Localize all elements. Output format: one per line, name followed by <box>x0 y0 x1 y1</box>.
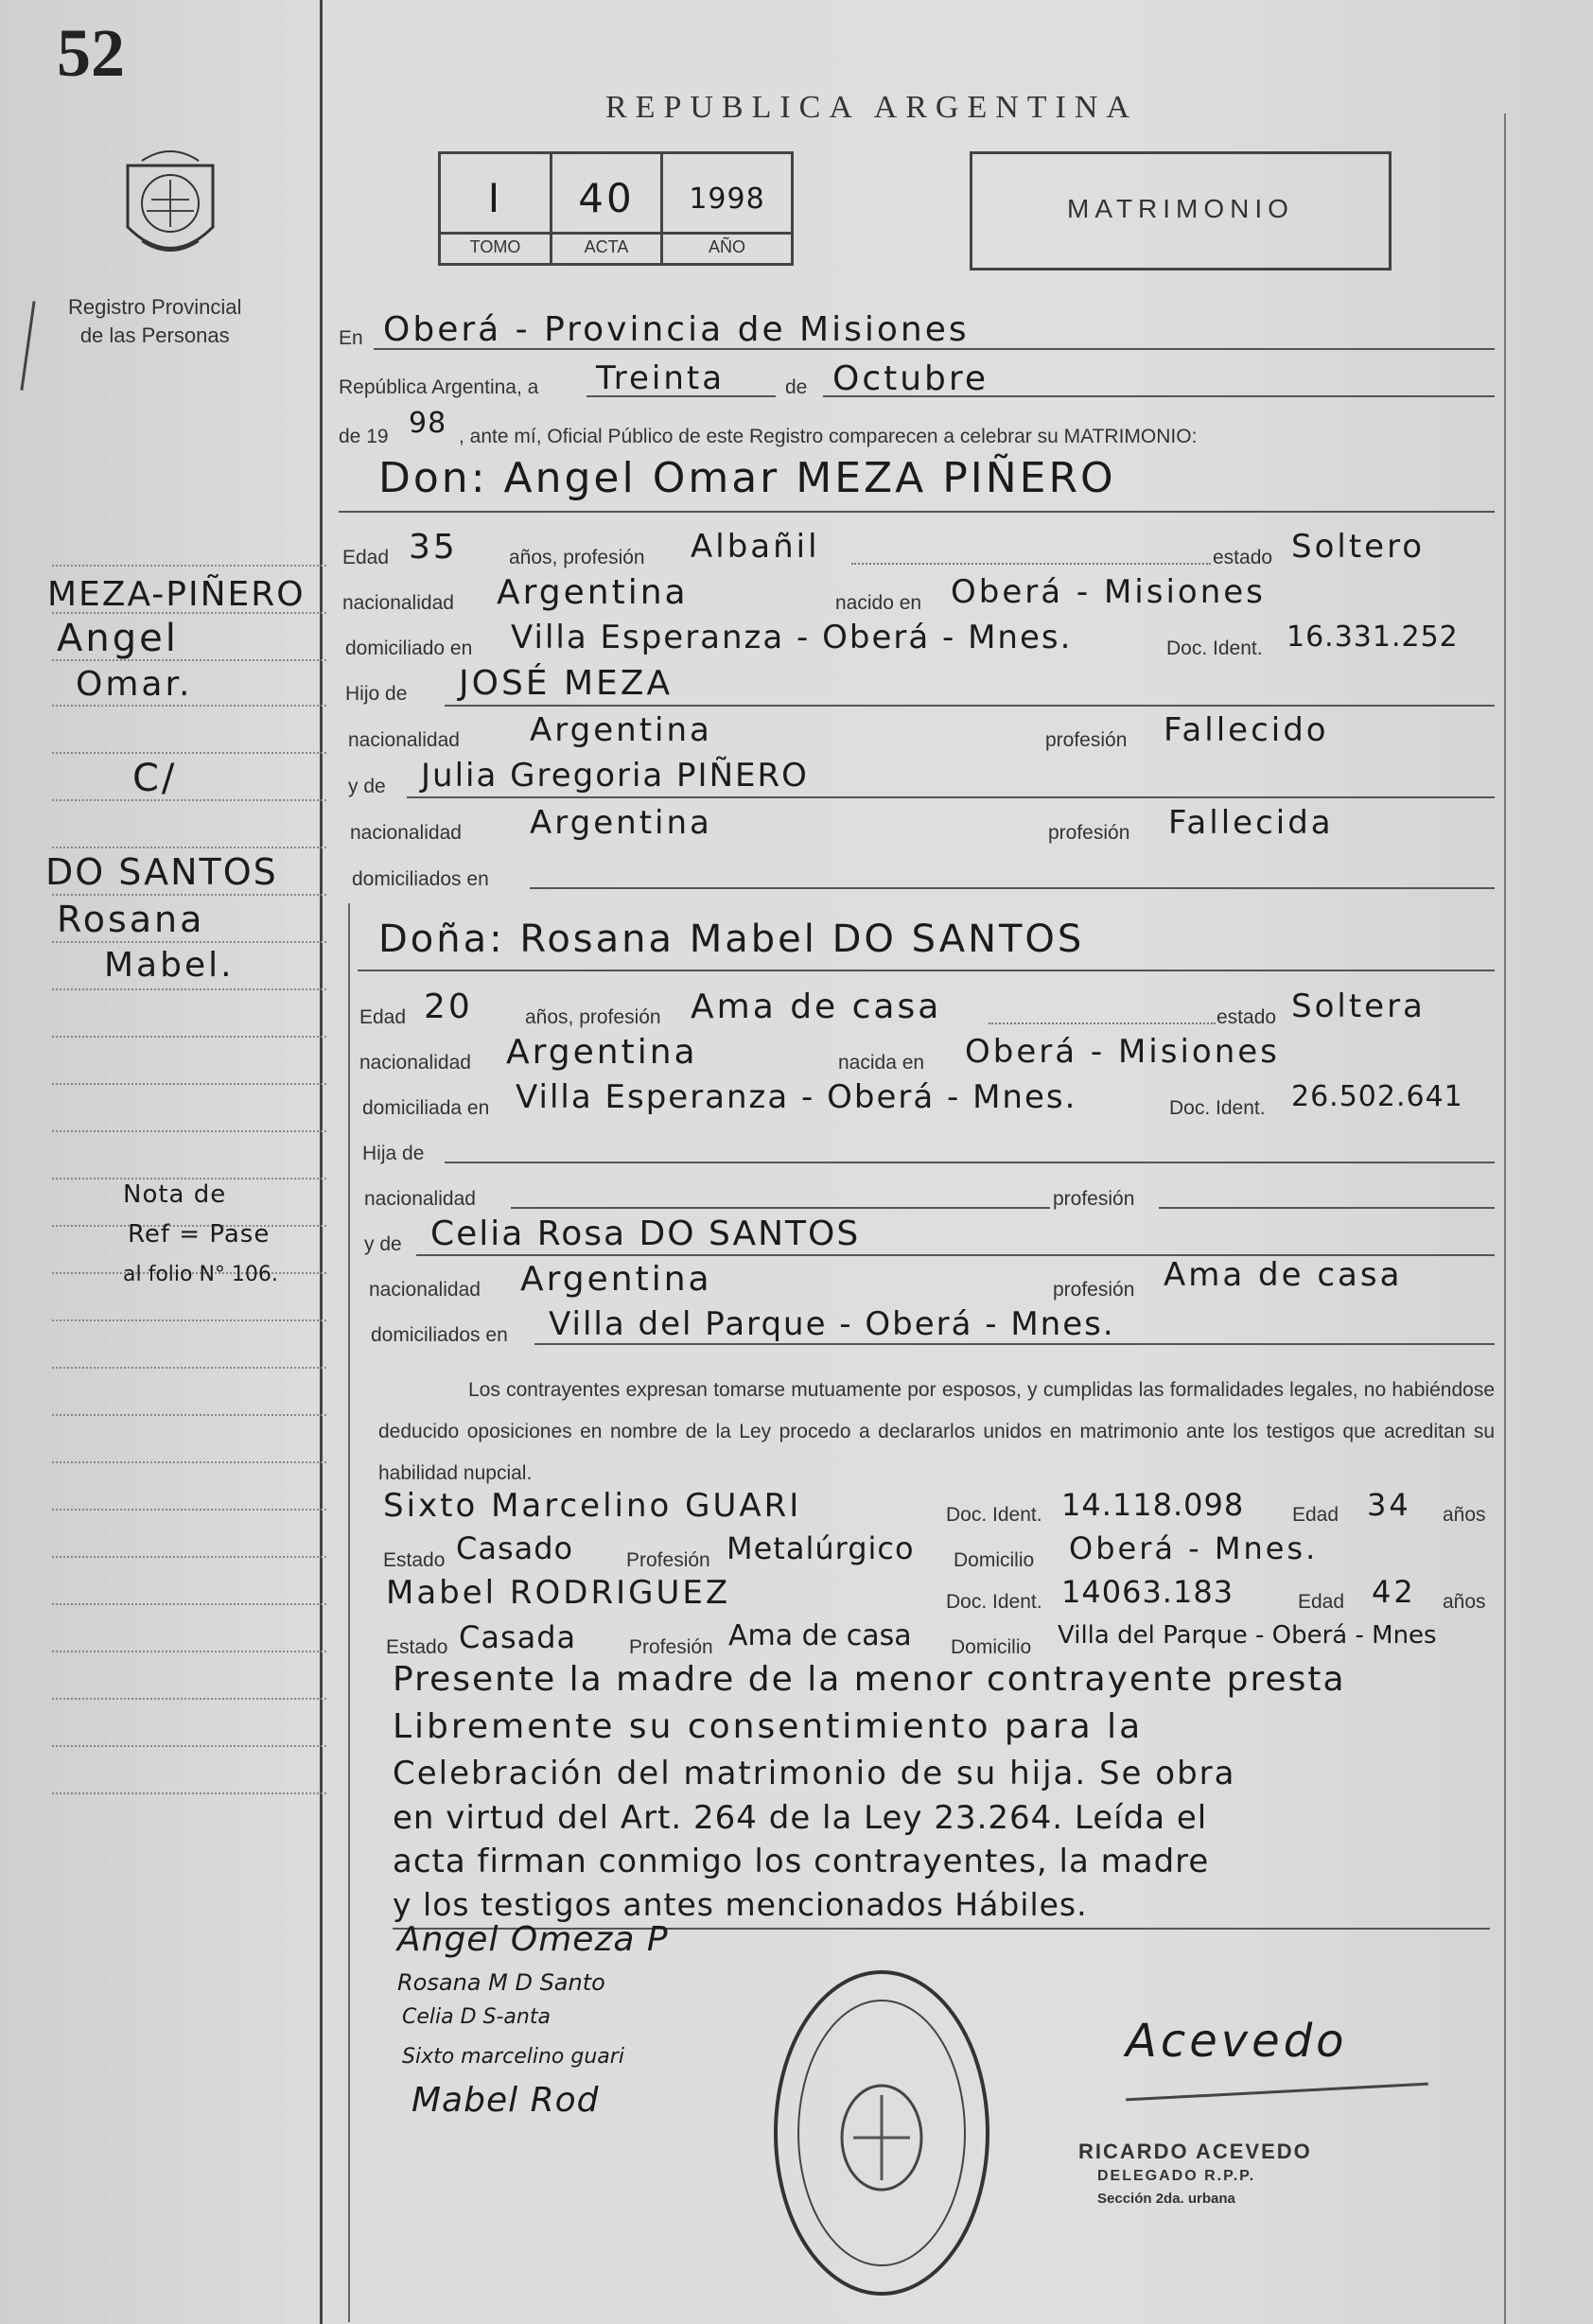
margin-stroke <box>20 301 35 390</box>
bride-parents-domicile: Villa del Parque - Oberá - Mnes. <box>549 1305 1115 1343</box>
margin-nota-1: Nota de <box>123 1180 227 1209</box>
signature-bride: Rosana M D Santo <box>397 1969 605 1996</box>
margin-rule <box>52 1414 326 1416</box>
bride-mother: Celia Rosa DO SANTOS <box>430 1214 861 1253</box>
groom-father-nac-label: nacionalidad <box>348 729 460 751</box>
groom-mother-prof-label: profesión <box>1048 822 1130 844</box>
bride-mother-nac-label: nacionalidad <box>369 1279 481 1301</box>
signature-mother: Celia D S-anta <box>402 2005 551 2029</box>
margin-rule <box>52 847 326 848</box>
officer-section: Sección 2da. urbana <box>1097 2191 1235 2207</box>
margin-rule <box>52 612 326 614</box>
registry-label: Registro Provincial de las Personas <box>68 295 242 347</box>
margin-bride-first: Rosana <box>57 899 205 940</box>
groom-name-line <box>339 511 1495 513</box>
intro-de-label: de <box>785 376 808 398</box>
margin-rule <box>52 894 326 896</box>
witness1-prof-label: Profesión <box>626 1549 710 1571</box>
field-line <box>407 796 1495 798</box>
field-line <box>511 1207 1050 1209</box>
officer-signature-stroke <box>1126 2083 1428 2102</box>
right-rule <box>1504 114 1506 2324</box>
witness2-estado-label: Estado <box>386 1636 448 1658</box>
acta-value: 40 <box>578 175 635 221</box>
margin-rule <box>52 1509 326 1511</box>
bride-estado: Soltera <box>1291 987 1426 1025</box>
groom-estado-label: estado <box>1213 547 1273 568</box>
witness2-estado: Casada <box>459 1619 577 1655</box>
bride-anos-prof-label: años, profesión <box>525 1006 661 1028</box>
bride-father-nac-label: nacionalidad <box>364 1188 476 1210</box>
witness2-name: Mabel RODRIGUEZ <box>386 1574 731 1612</box>
folio-number: 52 <box>57 15 125 91</box>
tomo-value: I <box>487 175 503 221</box>
groom-father-nationality: Argentina <box>530 711 712 749</box>
field-line <box>1159 1207 1495 1209</box>
groom-domicile: Villa Esperanza - Oberá - Mnes. <box>511 619 1073 656</box>
groom-edad-label: Edad <box>342 547 390 568</box>
officer-name: RICARDO ACEVEDO <box>1078 2140 1312 2163</box>
margin-rule <box>52 1083 326 1085</box>
groom-domiciliados-label: domiciliados en <box>352 868 489 890</box>
intro-en-label: En <box>339 327 363 349</box>
field-line <box>445 705 1495 707</box>
note-line-1: Presente la madre de la menor contrayente presta <box>393 1660 1346 1699</box>
groom-father-profession: Fallecido <box>1164 711 1329 749</box>
officer-signature: Acevedo <box>1126 2015 1348 2068</box>
margin-rule <box>52 1792 326 1794</box>
bride-estado-label: estado <box>1217 1006 1277 1028</box>
bride-mother-nationality: Argentina <box>520 1260 712 1299</box>
bride-edad-label: Edad <box>359 1006 407 1028</box>
field-line <box>530 887 1495 889</box>
witness1-age: 34 <box>1367 1487 1411 1523</box>
doc-type-box <box>970 151 1392 271</box>
field-line <box>534 1343 1495 1345</box>
signature-witness2: Mabel Rod <box>411 2081 600 2120</box>
margin-rule <box>52 1367 326 1369</box>
groom-mother: Julia Gregoria PIÑERO <box>421 757 809 795</box>
note-line-6: y los testigos antes mencionados Hábiles. <box>393 1886 1088 1923</box>
tomo-label: TOMO <box>469 237 521 256</box>
intro-year-prefix: de 19 <box>339 426 389 447</box>
groom-nationality: Argentina <box>497 573 689 612</box>
bride-yde-label: y de <box>364 1233 402 1255</box>
groom-age: 35 <box>409 528 458 567</box>
groom-father: JOSÉ MEZA <box>459 664 674 703</box>
groom-mother-nac-label: nacionalidad <box>350 822 462 844</box>
groom-nacido-label: nacido en <box>835 592 922 614</box>
witness2-domicile: Villa del Parque - Oberá - Mnes <box>1058 1621 1437 1650</box>
margin-rule <box>52 941 326 943</box>
bride-mother-profession: Ama de casa <box>1164 1256 1403 1294</box>
prof-dots <box>989 1022 1216 1024</box>
margin-rule <box>52 705 326 707</box>
groom-nac-label: nacionalidad <box>342 592 454 614</box>
provincial-seal-icon <box>109 137 232 270</box>
bride-domiciliados-label: domiciliados en <box>371 1324 508 1346</box>
witness1-estado-label: Estado <box>383 1549 446 1571</box>
margin-groom-surname: MEZA-PIÑERO <box>47 575 306 614</box>
witness1-estado: Casado <box>456 1530 574 1566</box>
witness1-anos-label: años <box>1443 1504 1486 1526</box>
bride-nac-label: nacionalidad <box>359 1052 471 1074</box>
witness1-doc: 14.118.098 <box>1061 1487 1245 1523</box>
margin-rule <box>52 565 326 567</box>
groom-doc: 16.331.252 <box>1287 620 1459 654</box>
anio-value: 1998 <box>689 183 765 216</box>
groom-hijo-label: Hijo de <box>345 683 408 705</box>
field-line <box>445 1162 1495 1163</box>
note-line-2: Libremente su consentimiento para la <box>393 1707 1144 1746</box>
declaration-text: Los contrayentes expresan tomarse mutuamente por esposos, y cumplidas las formalidades legales, no habiéndose deducido oposiciones en nombre de la Ley procedo a declararlos unidos en matrimonio ante los testigos que acreditan su habilidad nupcial. <box>378 1379 1495 1484</box>
witness2-age: 42 <box>1372 1574 1416 1610</box>
column-rule-outer <box>320 0 323 2324</box>
groom-profession: Albañil <box>691 528 820 566</box>
bride-doc: 26.502.641 <box>1291 1080 1463 1113</box>
witness1-dom-label: Domicilio <box>954 1549 1035 1571</box>
witness2-anos-label: años <box>1443 1591 1486 1613</box>
bride-age: 20 <box>424 987 473 1026</box>
witness1-doc-label: Doc. Ident. <box>946 1504 1042 1526</box>
witness2-profession: Ama de casa <box>728 1619 912 1652</box>
column-rule-inner <box>348 903 350 2322</box>
groom-father-prof-label: profesión <box>1045 729 1128 751</box>
groom-estado: Soltero <box>1291 528 1426 566</box>
margin-rule <box>52 752 326 754</box>
margin-rule <box>52 1556 326 1558</box>
margin-groom-first: Angel <box>57 617 179 660</box>
groom-name: Don: Angel Omar MEZA PIÑERO <box>378 454 1116 502</box>
intro-year-suffix: 98 <box>409 407 447 440</box>
margin-rule <box>52 1178 326 1179</box>
groom-mother-nationality: Argentina <box>530 804 712 842</box>
bride-hija-label: Hija de <box>362 1143 425 1164</box>
intro-day: Treinta <box>596 359 726 397</box>
officer-title: DELEGADO R.P.P. <box>1097 2168 1256 2184</box>
margin-rule <box>52 659 326 661</box>
margin-nota-2: Ref = Pase <box>128 1220 271 1249</box>
margin-rule <box>52 1036 326 1038</box>
anio-label: AÑO <box>708 237 745 256</box>
margin-rule <box>52 799 326 801</box>
signature-groom: Angel Omeza P <box>397 1920 669 1959</box>
bride-dom-label: domiciliada en <box>362 1097 490 1119</box>
doc-type: MATRIMONIO <box>1067 194 1294 223</box>
intro-republica-label: República Argentina, a <box>339 376 539 398</box>
signature-witness1: Sixto marcelino guari <box>402 2045 624 2069</box>
witness1-name: Sixto Marcelino GUARI <box>383 1487 802 1525</box>
margin-rule <box>52 1461 326 1463</box>
groom-doc-label: Doc. Ident. <box>1166 638 1263 659</box>
bride-profession: Ama de casa <box>691 987 942 1026</box>
margin-rule <box>52 1745 326 1747</box>
groom-dom-label: domiciliado en <box>345 638 473 659</box>
prof-dots <box>851 563 1211 565</box>
country-title: REPUBLICA ARGENTINA <box>605 90 1138 125</box>
groom-anos-prof-label: años, profesión <box>509 547 645 568</box>
bride-domicile: Villa Esperanza - Oberá - Mnes. <box>516 1078 1077 1116</box>
bride-father-prof-label: profesión <box>1053 1188 1135 1210</box>
bride-name-line <box>358 970 1495 971</box>
witness2-doc: 14063.183 <box>1061 1574 1234 1610</box>
intro-place: Oberá - Provincia de Misiones <box>383 310 970 349</box>
margin-con: C/ <box>132 757 178 800</box>
witness2-prof-label: Profesión <box>629 1636 713 1658</box>
margin-bride-middle: Mabel. <box>104 946 235 985</box>
witness1-domicile: Oberá - Mnes. <box>1069 1530 1319 1566</box>
intro-sentence: , ante mí, Oficial Público de este Registro comparecen a celebrar su MATRIMONIO: <box>459 426 1198 447</box>
witness1-edad-label: Edad <box>1292 1504 1339 1526</box>
witness1-profession: Metalúrgico <box>726 1530 915 1566</box>
margin-groom-middle: Omar. <box>76 665 193 704</box>
note-line-4: en virtud del Art. 264 de la Ley 23.264. Leída el <box>393 1799 1208 1837</box>
bride-name: Doña: Rosana Mabel DO SANTOS <box>378 917 1085 961</box>
note-line-3: Celebración del matrimonio de su hija. Se obra <box>393 1755 1236 1792</box>
witness2-doc-label: Doc. Ident. <box>946 1591 1042 1613</box>
bride-mother-prof-label: profesión <box>1053 1279 1135 1301</box>
groom-mother-profession: Fallecida <box>1168 804 1334 842</box>
bride-doc-label: Doc. Ident. <box>1169 1097 1266 1119</box>
registry-stamp-icon <box>768 1963 995 2303</box>
margin-rule <box>52 1651 326 1652</box>
witness2-dom-label: Domicilio <box>951 1636 1032 1658</box>
note-line-5: acta firman conmigo los contrayentes, la madre <box>393 1843 1210 1880</box>
bride-nationality: Argentina <box>506 1033 698 1072</box>
margin-nota-3: al folio N° 106. <box>123 1263 278 1286</box>
margin-rule <box>52 1603 326 1605</box>
intro-month: Octubre <box>832 359 989 398</box>
margin-rule <box>52 1319 326 1321</box>
witness2-edad-label: Edad <box>1298 1591 1345 1613</box>
acta-label: ACTA <box>584 237 629 256</box>
groom-yde-label: y de <box>348 776 386 797</box>
margin-rule <box>52 1130 326 1132</box>
bride-birthplace: Oberá - Misiones <box>965 1033 1280 1071</box>
margin-rule <box>52 1698 326 1700</box>
margin-rule <box>52 988 326 990</box>
groom-birthplace: Oberá - Misiones <box>951 573 1266 611</box>
margin-bride-surname: DO SANTOS <box>45 851 278 893</box>
tomo-acta-anio-box <box>438 151 794 266</box>
bride-nacida-label: nacida en <box>838 1052 925 1074</box>
